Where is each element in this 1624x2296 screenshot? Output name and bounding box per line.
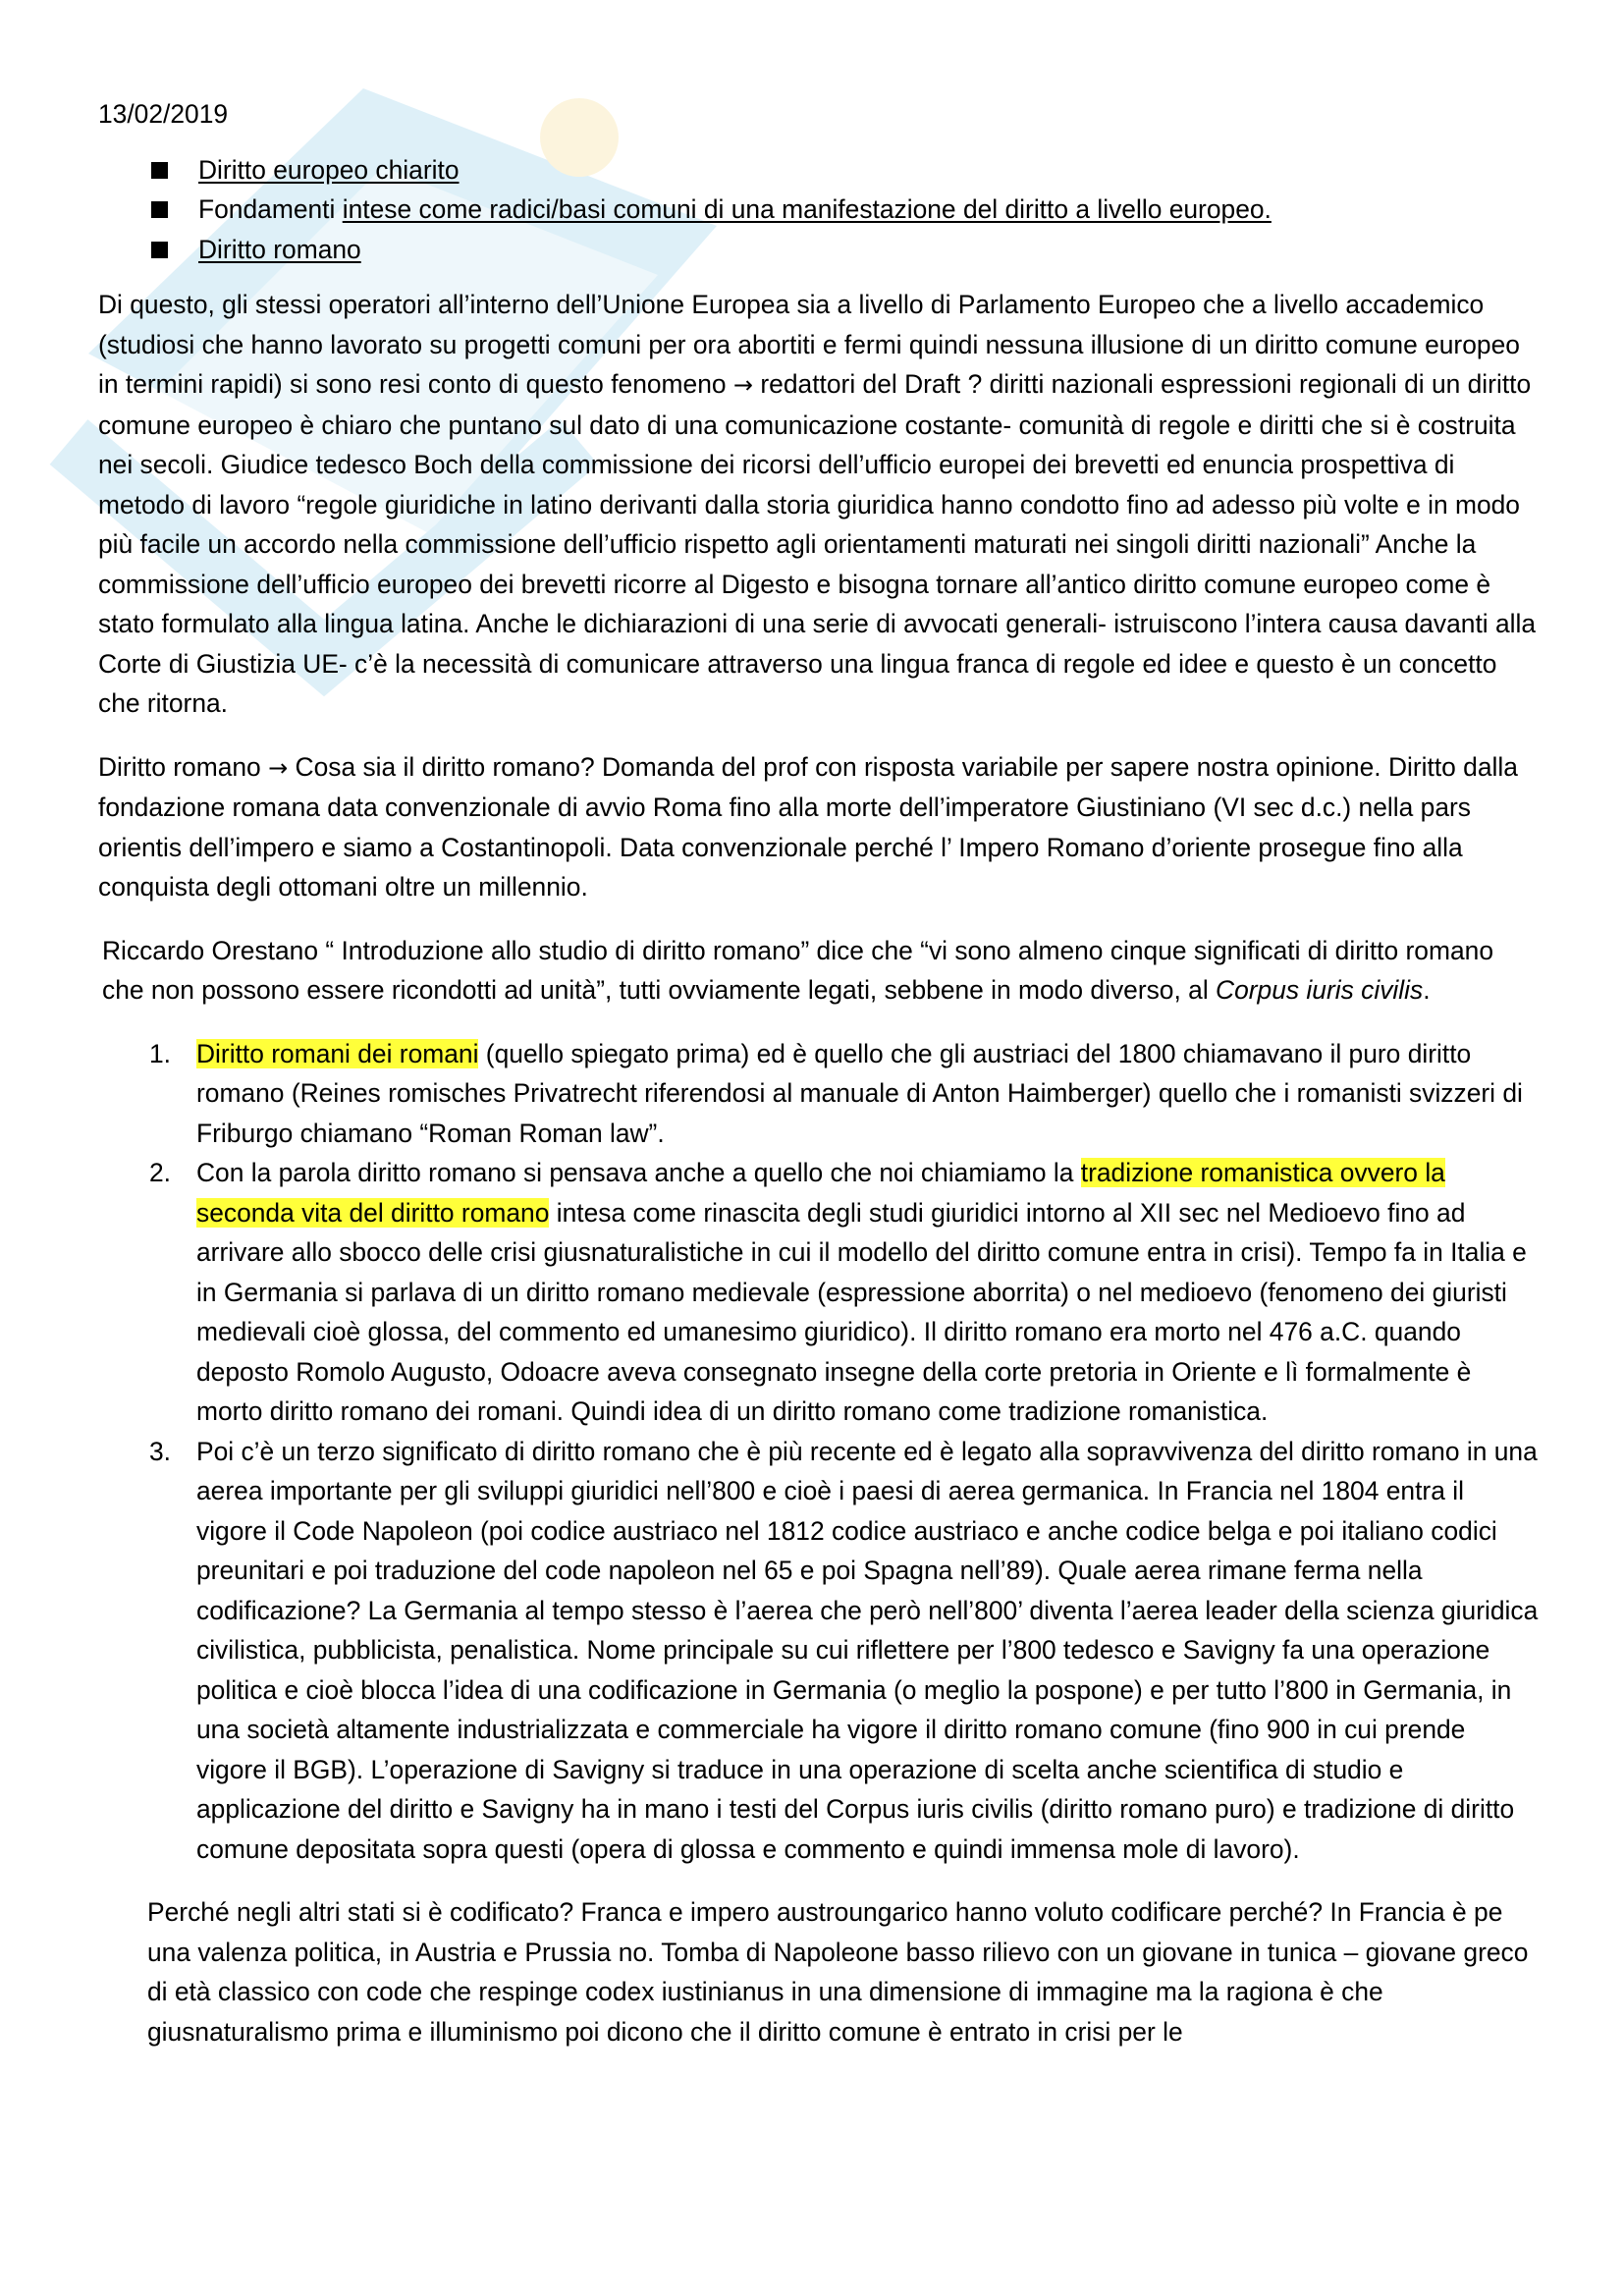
list-prefix: Con la parola diritto romano si pensava anche a quello che noi chiamiamo la [196,1158,1081,1187]
list-text: Poi c’è un terzo significato di diritto romano che è più recente ed è legato alla sopravvivenza del diritto romano in una aerea importante per gli sviluppi giuridici nell’800 e cioè i paesi di aerea germanica. In Francia nel 1804 entra il vigore il Code Napoleon (poi codice austriaco nel 1812 codice austriaco e anche codice belga e poi italiano codici preunitari e poi traduzione del code napoleon nel 65 e poi Spagna nell’89). Quale aerea rimane ferma nella codificazione? La Germania al tempo stesso è l’aerea che però nell’800’ diventa l’aerea leader della scienza giuridica civilistica, pubblicista, penalistica. Nome principale su cui riflettere per l’800 tedesco e Savigny fa una operazione politica e cioè blocca l’idea di una codificazione in Germania (o meglio la pospone) e per tutto l’800 in Germania, in una società altamente industrializzata e commerciale ha vigore il diritto romano comune (fino 900 in cui prende vigore il BGB). L’operazione di Savigny si traduce in una operazione di scelta anche scientifica di studio e applicazione del diritto e Savigny ha in mano i testi del Corpus iuris civilis (diritto romano puro) e tradizione di diritto comune depositata sopra questi (opera di glossa e commento e quindi immensa mole di lavoro). [196,1436,1539,1864]
paragraph-orestano [98,931,1542,1011]
list-text: intesa come rinascita degli studi giuridici intorno al XII sec nel Medioevo fino ad arrivare allo sbocco delle crisi giusnaturalistiche in cui il modello del diritto comune entra in crisi). Tempo fa in Italia e in Germania si parlava di un diritto romano medievale (espressione aborrita) o nel medioevo (fenomeno dei giuristi medievali cioè glossa, del commento ed umanesimo giuridico). Il diritto romano era morto nel 476 a.C. quando deposto Romolo Augusto, Odoacre aveva consegnato insegne della corte pretoria in Oriente e lì formalmente è morto diritto romano dei romani. Quindi idea di un diritto romano come tradizione romanistica. [196,1197,1527,1426]
paragraph-text: redattori del Draft ? diritti nazionali espressioni regionali di un diritto comune europeo è chiaro che puntano sul dato di una comunicazione costante- comunità di regole e diritti che si è costruita nei secoli. Giudice tedesco Boch della commissione dei ricorsi dell’ufficio europei dei brevetti ed enuncia prospettiva di metodo di lavoro “regole giuridiche in latino derivanti dalla storia giuridica hanno condotto fino ad adesso più volte e in modo più facile un accordo nella commissione dell’ufficio rispetto agli orientamenti maturati nei singoli diritti nazionali” Anche la commissione dell’ufficio europeo dei brevetti ricorre al Digesto e bisogna tornare all’antico diritto comune europeo come è stato formulato alla lingua latina. Anche le dichiarazioni di una serie di avvocati generali- istruiscono l’intera causa davanti alla Corte di Giustizia UE- c’è la necessità di comunicare attraverso una lingua franca di regole ed idee e questo è un concetto che ritorna. [98,369,1537,718]
paragraph-codification: Perché negli altri stati si è codificato? Franca e impero austroungarico hanno voluto codificare perché? In Francia è pe una valenza politica, in Austria e Prussia no. Tomba di Napoleone basso rilievo con un giovane in tunica – giovane greco di età classico con code che respinge codex iustinianus in una dimensione di immagine ma la ragiona è che giusnaturalismo prima e illuminismo poi dicono che il diritto comune è entrato in crisi per le [147,1897,1529,2047]
paragraph-eu-operators [98,285,1542,724]
bullet-text: Diritto europeo chiarito [198,154,460,185]
list-item [149,1153,1542,1432]
square-bullet-icon [151,162,168,179]
bullet-text: Diritto romano [198,234,361,264]
italic-title: Corpus iuris civilis [1216,975,1424,1005]
highlighted-text: tradizione romanistica ovvero la seconda vita del diritto romano [196,1158,1445,1228]
list-item [149,1034,1542,1154]
list-number: 1. [149,1038,172,1068]
list-item [149,1432,1542,1870]
bullet-list [98,150,1542,270]
bullet-item [151,190,1542,230]
square-bullet-icon [151,201,168,218]
bullet-prefix: Fondamenti [198,194,343,224]
document-page [98,94,1542,2075]
list-number: 2. [149,1158,172,1187]
numbered-list [98,1034,1542,1870]
paragraph-diritto-romano [98,747,1542,907]
square-bullet-icon [151,242,168,258]
highlighted-text: Diritto romani dei romani [196,1038,479,1068]
bullet-text: intese come radici/basi comuni di una manifestazione del diritto a livello europeo. [342,194,1272,224]
date-line: 13/02/2019 [98,99,229,129]
paragraph-text: Riccardo Orestano “ Introduzione allo studio di diritto romano” dice che “vi sono almeno cinque significati di diritto romano che non possono essere ricondotti ad unità”, tutti ovviamente legati, sebbene in modo diverso, al [102,935,1494,1005]
list-number: 3. [149,1436,172,1466]
paragraph-text: Cosa sia il diritto romano? Domanda del prof con risposta variabile per sapere nostra opinione. Diritto dalla fondazione romana data convenzionale di avvio Roma fino alla morte dell’imperatore Giustiniano (VI sec d.c.) nella pars orientis dell’impero e siamo a Costantinopoli. Data convenzionale perché l’ Impero Romano d’oriente prosegue fino alla conquista degli ottomani oltre un millennio. [98,751,1518,902]
list-text: (quello spiegato prima) ed è quello che gli austriaci del 1800 chiamavano il puro diritto romano (Reines romisches Privatrecht riferendosi al manuale di Anton Haimberger) quello che i romanisti svizzeri di Friburgo chiamano “Roman Roman law”. [196,1038,1523,1148]
bullet-item [151,150,1542,191]
paragraph-end: . [1423,975,1431,1005]
bullet-item [151,230,1542,270]
arrow-right-icon: → [268,753,289,782]
paragraph-text: Di questo, gli stessi operatori all’interno dell’Unione Europea sia a livello di Parlamento Europeo che a livello accademico (studiosi che hanno lavorato su progetti comuni per ora abortiti e fermi quindi nessuna illusione di un diritto comune europeo in termini rapidi) si sono resi conto di questo fenomeno [98,290,1520,399]
paragraph-text: Diritto romano [98,751,261,782]
arrow-right-icon: → [732,371,754,399]
